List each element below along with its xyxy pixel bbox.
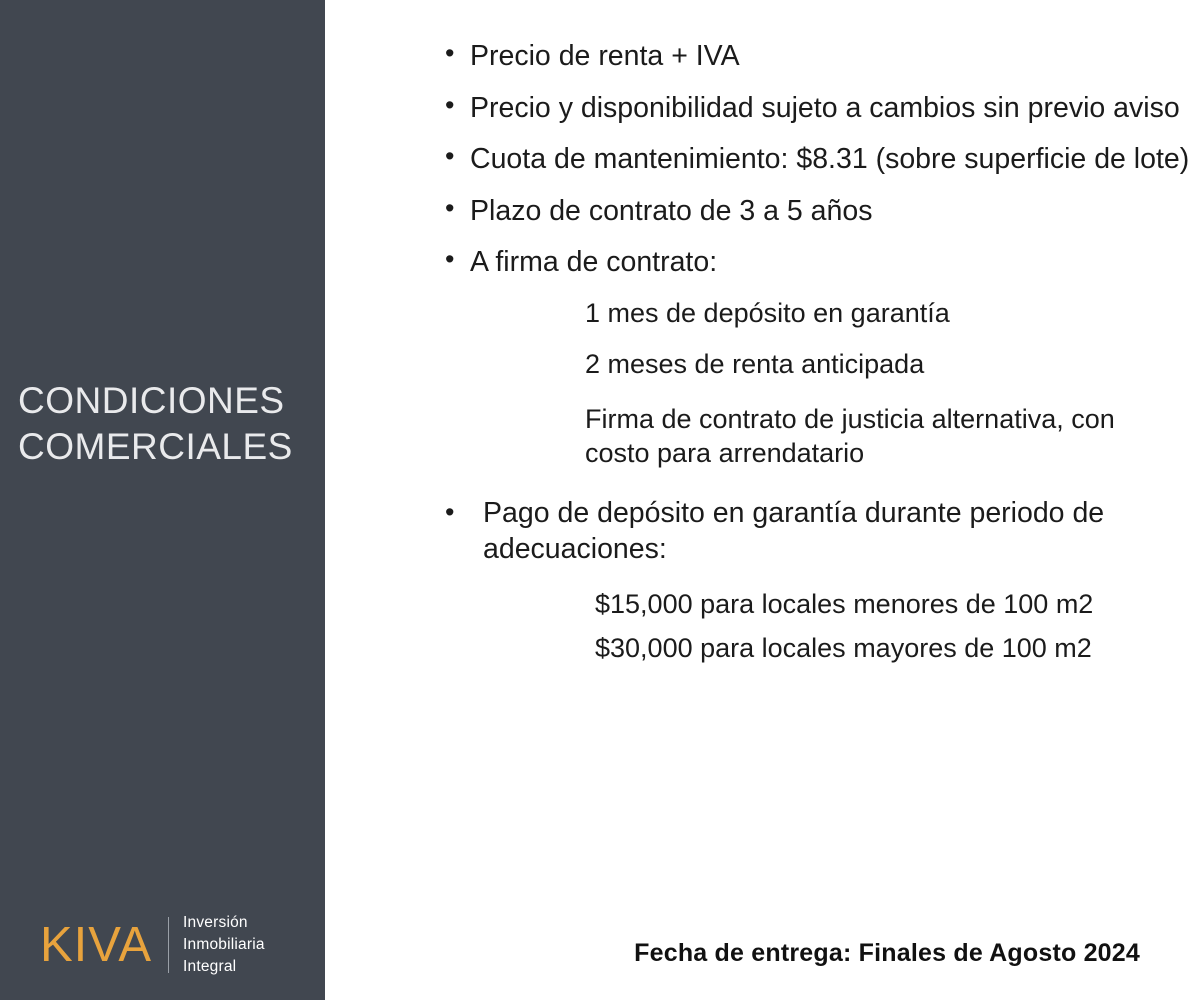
logo-divider xyxy=(168,917,169,973)
content-area xyxy=(325,0,1200,1000)
sub-item: 2 meses de renta anticipada xyxy=(585,348,925,379)
logo-tagline-line-1: Inversión xyxy=(183,914,248,931)
list-item: • A firma de contrato: xyxy=(445,248,1165,277)
amount-item: $15,000 para locales menores de 100 m2 xyxy=(595,588,1094,619)
list-item: • Precio y disponibilidad sujeto a cambios sin previo aviso xyxy=(445,94,1165,123)
list-item: • Plazo de contrato de 3 a 5 años xyxy=(445,197,1165,226)
logo-tagline xyxy=(183,912,265,978)
page-title-line-2: COMERCIALES xyxy=(18,426,293,468)
logo-tagline-line-2: Inmobiliaria xyxy=(183,936,265,953)
sub-item: Firma de contrato de justicia alternativa, con costo para arrendatario xyxy=(585,403,1115,469)
list-item: • Pago de depósito en garantía durante periodo de adecuaciones: xyxy=(445,495,1165,568)
list-item: • Precio de renta + IVA xyxy=(445,42,1165,71)
amount-item: $30,000 para locales mayores de 100 m2 xyxy=(595,632,1092,663)
page-title-line-1: CONDICIONES xyxy=(18,380,285,421)
bullet-list xyxy=(445,40,1190,679)
delivery-date-note: Fecha de entrega: Finales de Agosto 2024 xyxy=(634,939,1140,967)
logo xyxy=(40,912,265,978)
logo-wordmark: KIVA xyxy=(40,917,153,972)
sidebar-panel xyxy=(0,0,325,1000)
sub-item: 1 mes de depósito en garantía xyxy=(585,297,950,328)
logo-tagline-line-3: Integral xyxy=(183,958,237,975)
list-item: • Cuota de mantenimiento: $8.31 (sobre superficie de lote) xyxy=(445,145,1165,174)
page-title xyxy=(18,378,308,471)
